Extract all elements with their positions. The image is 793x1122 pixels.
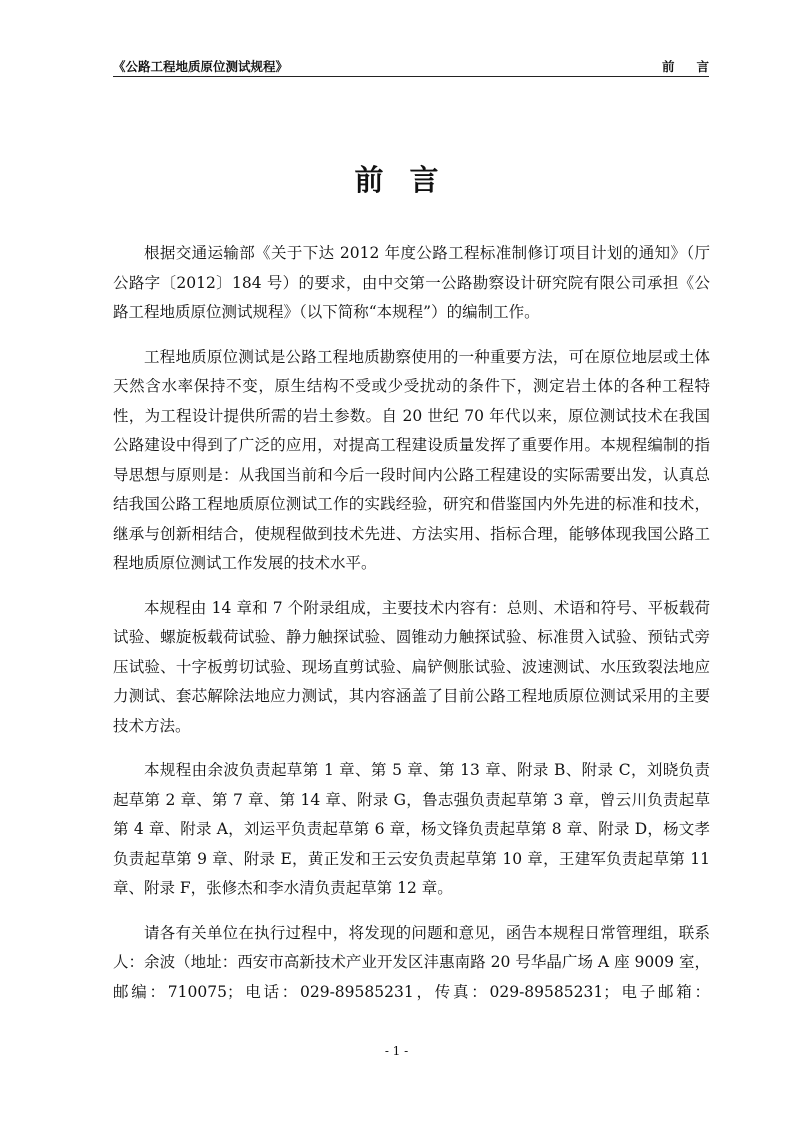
paragraph-contents: 本规程由 14 章和 7 个附录组成，主要技术内容有：总则、术语和符号、平板载荷试验、螺旋板载荷试验、静力触探试验、圆锥动力触探试验、标准贯入试验、预钻式旁压试验、十字板剪切试验、现场直剪试验、扁铲侧胀试验、波速测试、水压致裂法地应力测试、套芯解除法地应力测试，其内容涵盖了目前公路工程地质原位测试采用的主要技术方法。 (113, 598, 710, 735)
header-section-name: 前言 (661, 59, 731, 74)
page-number: - 1 - (384, 1044, 409, 1058)
body-text (113, 239, 710, 1022)
paragraph-background: 根据交通运输部《关于下达 2012 年度公路工程标准制修订项目计划的通知》（厅公路字〔2012〕184 号）的要求，由中交第一公路勘察设计研究院有限公司承担《公路工程地质原位测试规程》（以下简称“本规程”）的编制工作。 (113, 244, 710, 321)
paragraph-purpose: 工程地质原位测试是公路工程地质勘察使用的一种重要方法，可在原位地层或土体天然含水率保持不变，原生结构不受或少受扰动的条件下，测定岩土体的各种工程特性，为工程设计提供所需的岩土参数。自 20 世纪 70 年代以来，原位测试技术在我国公路建设中得到了广泛的应用，对提高工程建设质量发挥了重要作用。本规程编制的指导思想与原则是：从我国当前和今后一段时间内公路工程建设的实际需要出发，认真总结我国公路工程地质原位测试工作的实践经验，研究和借鉴国内外先进的标准和技术，继承与创新相结合，使规程做到技术先进、方法实用、指标合理，能够体现我国公路工程地质原位测试工作发展的技术水平。 (113, 347, 710, 572)
paragraph-contact: 请各有关单位在执行过程中，将发现的问题和意见，函告本规程日常管理组，联系人：余波（地址：西安市高新技术产业开发区沣惠南路 20 号华晶广场 A 座 9009 室，邮编：710075；电话：029-89585231，传真：029-89585231；电子邮箱： (113, 923, 710, 1001)
page-header (113, 54, 731, 77)
page-title: 前言 (354, 163, 465, 197)
header-document-title: 《公路工程地质原位测试规程》 (113, 59, 289, 74)
paragraph-authors: 本规程由余波负责起草第 1 章、第 5 章、第 13 章、附录 B、附录 C，刘晓负责起草第 2 章、第 7 章、第 14 章、附录 G，鲁志强负责起草第 3 章，曾云川负责起草第 4 章、附录 A，刘运平负责起草第 6 章，杨文锋负责起草第 8 章、附录 D，杨文孝负责起草第 9 章、附录 E，黄正发和王云安负责起草第 10 章，王建军负责起草第 11 章、附录 F，张修杰和李水清负责起草第 12 章。 (113, 761, 710, 897)
